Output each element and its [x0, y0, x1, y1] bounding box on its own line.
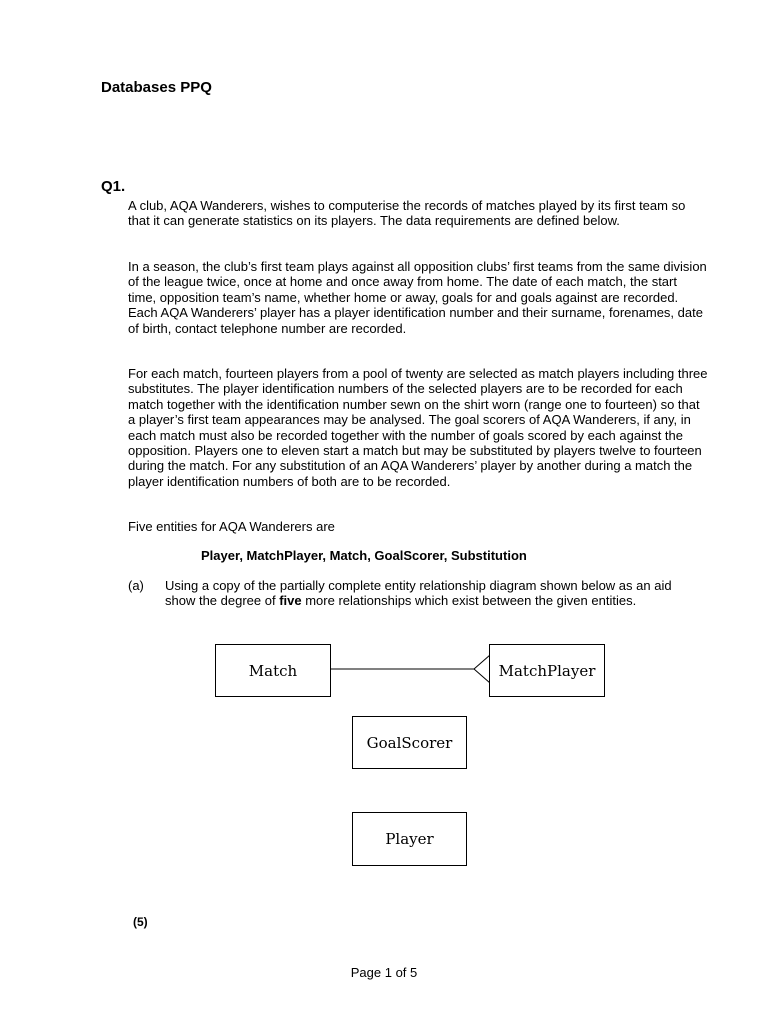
- entity-box-player: Player: [352, 812, 467, 866]
- crows-foot-lower: [474, 669, 490, 683]
- entity-box-matchplayer: MatchPlayer: [489, 644, 605, 697]
- page-footer: Page 1 of 5: [350, 965, 418, 980]
- paragraph-season: In a season, the club’s first team plays against all opposition clubs’ first teams from the same division of the league twice, once at home and once away from home. The date of each match, the start time, opposition team’s name, whether home or away, goals for and goals against are recorded. Each AQA Wanderers’ player has a player identification number and their surname, forenames, date of birth, contact telephone number are recorded.: [128, 259, 707, 336]
- part-a-text-after: more relationships which exist between the given entities.: [301, 593, 637, 609]
- part-a-text: [165, 578, 705, 609]
- paragraph-intro: A club, AQA Wanderers, wishes to computerise the records of matches played by its first team so that it can generate statistics on its players. The data requirements are defined below.: [128, 198, 686, 229]
- entity-box-match: Match: [215, 644, 331, 697]
- marks-label: (5): [133, 915, 148, 929]
- part-a-text-before: Using a copy of the partially complete entity relationship diagram shown below as an aid show the degree of: [165, 578, 672, 609]
- page-title: Databases PPQ: [101, 79, 212, 96]
- crows-foot-upper: [474, 655, 490, 669]
- part-a-label: (a): [128, 578, 144, 593]
- entity-box-goalscorer: GoalScorer: [352, 716, 467, 769]
- paragraph-entities-intro: Five entities for AQA Wanderers are: [128, 519, 335, 534]
- entities-list: Player, MatchPlayer, Match, GoalScorer, Substitution: [201, 548, 527, 563]
- paragraph-match: For each match, fourteen players from a pool of twenty are selected as match players including three substitutes. The player identification numbers of the selected players are to be recorded for each match together with the identification number sewn on the shirt worn (range one to fourteen) so that a player’s first team appearances may be analysed. The goal scorers of AQA Wanderers, if any, in each match must also be recorded together with the number of goals scored by each against the opposition. Players one to eleven start a match but may be substituted by players twelve to fourteen during the match. For any substitution of an AQA Wanderers’ player by another during a match the player identification numbers of both are to be recorded.: [128, 366, 708, 489]
- question-number: Q1.: [101, 178, 126, 195]
- part-a-text-bold: five: [279, 593, 302, 609]
